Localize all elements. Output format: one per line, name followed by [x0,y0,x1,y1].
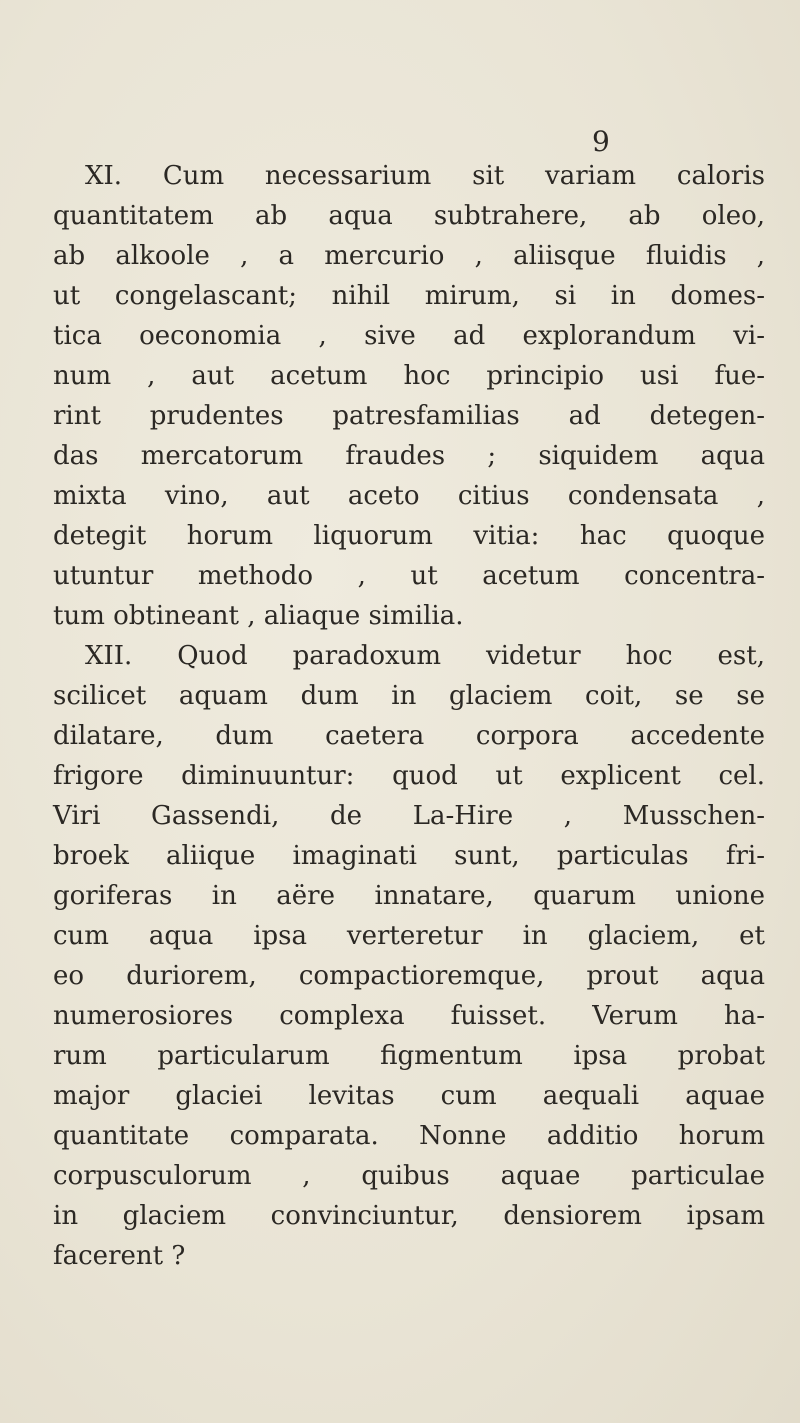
text-line: in glaciem convinciuntur, densiorem ipsam [53,1201,765,1231]
text-line: rum particularum figmentum ipsa probat [53,1041,765,1071]
text-line: rint prudentes patresfamilias ad detegen- [53,401,765,431]
text-line: broek aliique imaginati sunt, particulas fri- [53,841,765,871]
text-block [53,156,765,1276]
text-line: Viri Gassendi, de La-Hire , Musschen- [53,801,765,831]
text-line: ab alkoole , a mercurio , aliisque fluidis , [53,241,765,271]
text-line: eo duriorem, compactioremque, prout aqua [53,961,765,991]
text-line: mixta vino, aut aceto citius condensata , [53,481,765,511]
paragraph-xi [53,156,765,636]
text-line: goriferas in aëre innatare, quarum unione [53,881,765,911]
text-line: quantitatem ab aqua subtrahere, ab oleo, [53,201,765,231]
text-line: corpusculorum , quibus aquae particulae [53,1161,765,1191]
text-line: utuntur methodo , ut acetum concentra- [53,561,765,591]
text-line: XII. Quod paradoxum videtur hoc est, [85,641,765,671]
text-line: quantitate comparata. Nonne additio horum [53,1121,765,1151]
paragraph-xii [53,636,765,1276]
text-line: cum aqua ipsa verteretur in glaciem, et [53,921,765,951]
text-line: dilatare, dum caetera corpora accedente [53,721,765,751]
text-line: tica oeconomia , sive ad explorandum vi- [53,321,765,351]
text-line: numerosiores complexa fuisset. Verum ha- [53,1001,765,1031]
text-line: major glaciei levitas cum aequali aquae [53,1081,765,1111]
text-line: ut congelascant; nihil mirum, si in domes- [53,281,765,311]
text-line: tum obtineant , aliaque similia. [53,601,464,631]
page-number: 9 [592,125,610,158]
text-line: facerent ? [53,1241,186,1271]
text-line: scilicet aquam dum in glaciem coit, se se [53,681,765,711]
text-line: num , aut acetum hoc principio usi fue- [53,361,765,391]
text-line: detegit horum liquorum vitia: hac quoque [53,521,765,551]
text-line: das mercatorum fraudes ; siquidem aqua [53,441,765,471]
text-line: frigore diminuuntur: quod ut explicent cel. [53,761,765,791]
text-line: XI. Cum necessarium sit variam caloris [85,161,765,191]
